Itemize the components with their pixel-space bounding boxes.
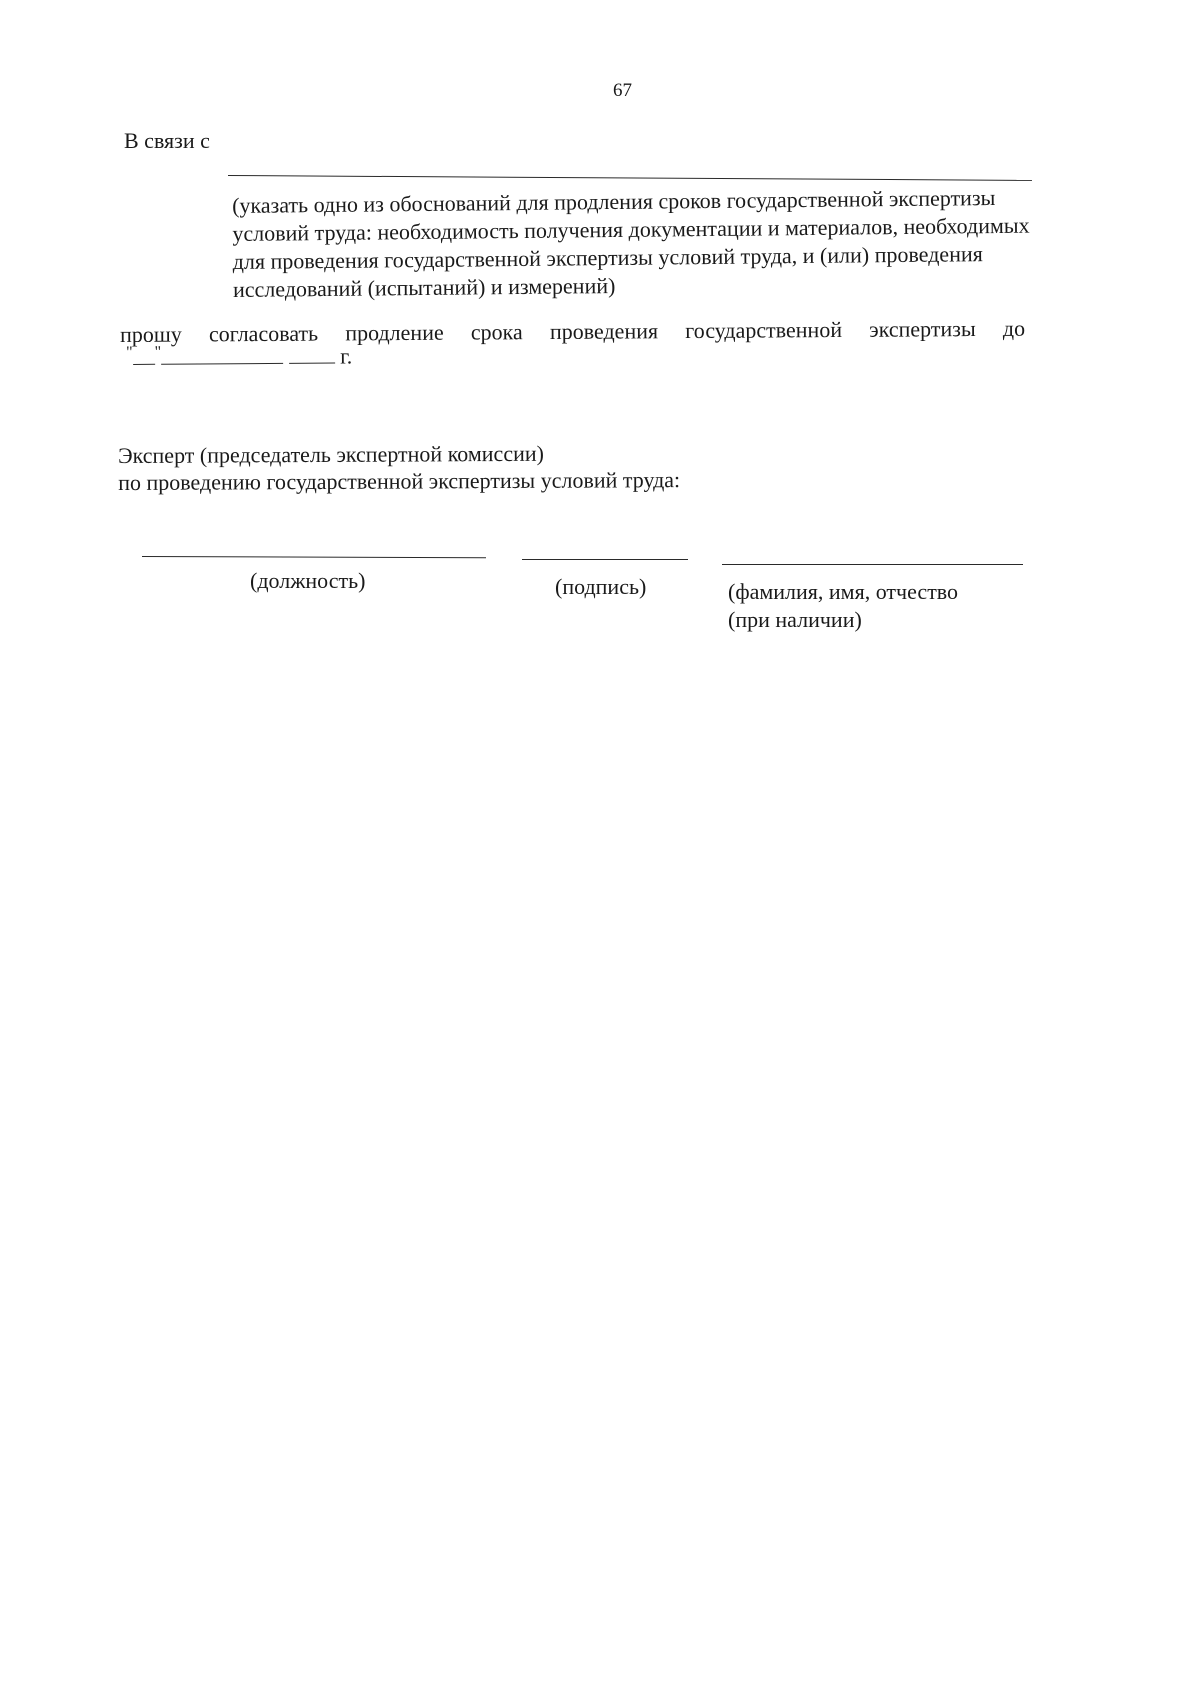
date-blank-row bbox=[126, 342, 352, 371]
position-caption: (должность) bbox=[250, 568, 366, 593]
expert-title-line2: по проведению государственной экспертизы условий труда: bbox=[118, 467, 681, 495]
intro-label: В связи с bbox=[124, 128, 210, 153]
expert-title bbox=[118, 438, 818, 496]
page-number: 67 bbox=[613, 80, 632, 101]
open-quote-mark: " bbox=[126, 343, 133, 361]
month-blank bbox=[161, 345, 283, 365]
reason-blank-line bbox=[228, 175, 1032, 181]
name-caption bbox=[728, 578, 1048, 634]
expert-title-line1: Эксперт (председатель экспертной комиссии) bbox=[118, 440, 544, 468]
request-text: прошу согласовать продление срока проведения государственной экспертизы до bbox=[120, 315, 1026, 347]
day-blank bbox=[133, 346, 155, 365]
name-blank-line bbox=[722, 564, 1023, 565]
position-blank-line bbox=[142, 556, 486, 558]
close-quote-mark: " bbox=[154, 343, 162, 361]
name-caption-line2: (при наличии) bbox=[728, 607, 862, 632]
signature-caption: (подпись) bbox=[555, 574, 647, 599]
signature-blank-line bbox=[522, 559, 688, 560]
year-suffix: г. bbox=[340, 343, 353, 369]
name-caption-line1: (фамилия, имя, отчество bbox=[728, 579, 959, 604]
reason-note: (указать одно из обоснований для продления сроков государственной экспертизы условий труда: необходимость получения документации и материалов, необходимых для проведения государственной экспертизы условий труда, и (или) проведения исследований (испытаний) и измерений) bbox=[232, 185, 1030, 302]
year-blank bbox=[289, 345, 335, 364]
